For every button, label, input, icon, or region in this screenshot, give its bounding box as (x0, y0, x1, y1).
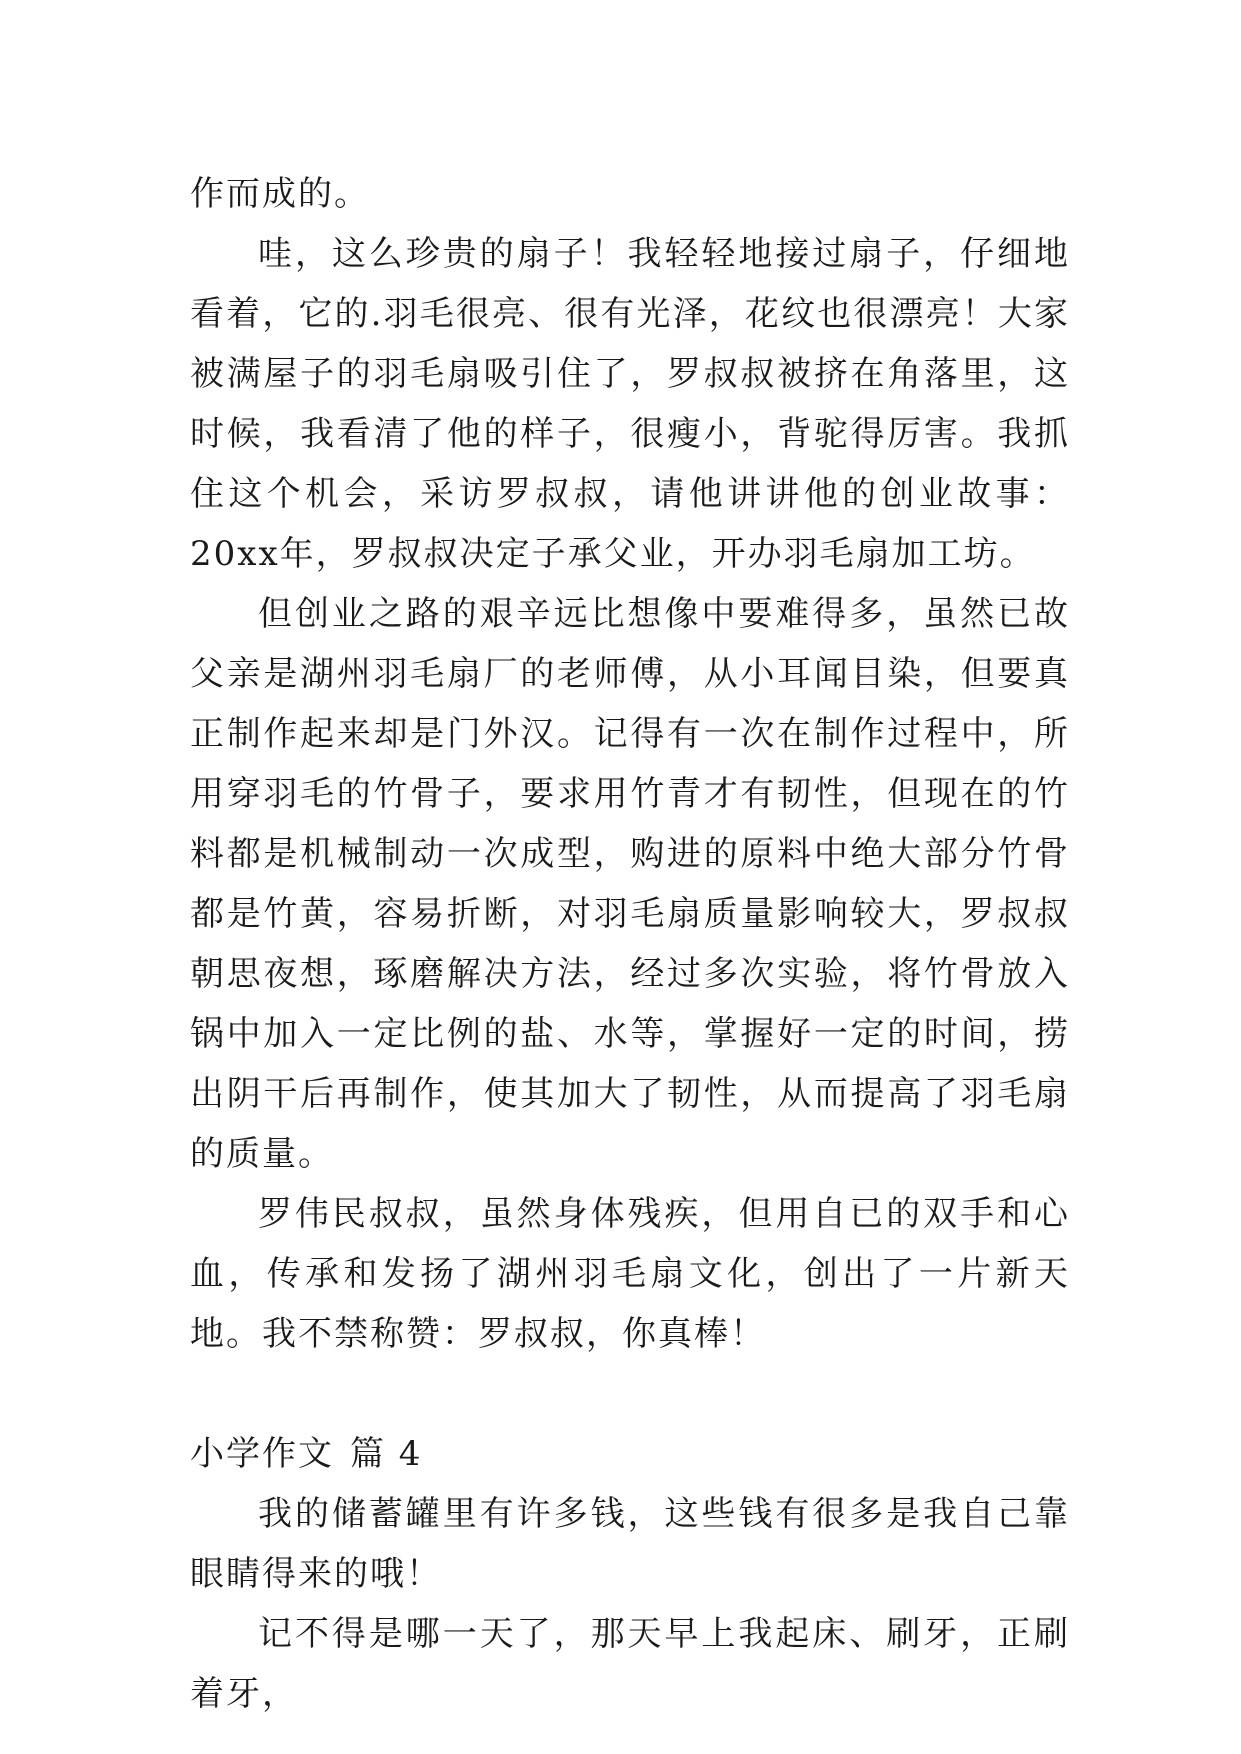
section-heading (190, 1424, 1070, 1484)
section-heading-number: 篇 4 (350, 1434, 423, 1474)
document-body (190, 164, 1070, 1724)
paragraph-business-hardship: 但创业之路的艰辛远比想像中要难得多，虽然已故父亲是湖州羽毛扇厂的老师傅，从小耳闻目染，但要真正制作起来却是门外汉。记得有一次在制作过程中，所用穿羽毛的竹骨子，要求用竹青才有韧性，但现在的竹料都是机械制动一次成型，购进的原料中绝大部分竹骨都是竹黄，容易折断，对羽毛扇质量影响较大，罗叔叔朝思夜想，琢磨解决方法，经过多次实验，将竹骨放入锅中加入一定比例的盐、水等，掌握好一定的时间，捞出阴干后再制作，使其加大了韧性，从而提高了羽毛扇的质量。 (190, 594, 1070, 1174)
paragraph-fan-description: 哇，这么珍贵的扇子！我轻轻地接过扇子，仔细地看着，它的.羽毛很亮、很有光泽，花纹也很漂亮！大家被满屋子的羽毛扇吸引住了，罗叔叔被挤在角落里，这时候，我看清了他的样子，很瘦小，背驼得厉害。我抓住这个机会，采访罗叔叔，请他讲讲他的创业故事：20xx年，罗叔叔决定子承父业，开办羽毛扇加工坊。 (190, 234, 1070, 574)
paragraph-morning: 记不得是哪一天了，那天早上我起床、刷牙，正刷着牙， (190, 1614, 1070, 1714)
paragraph-piggy-bank: 我的储蓄罐里有许多钱，这些钱有很多是我自己靠眼睛得来的哦！ (190, 1494, 1070, 1594)
paragraph-continuation: 作而成的。 (190, 174, 370, 214)
section-heading-title: 小学作文 (190, 1434, 334, 1474)
paragraph-conclusion: 罗伟民叔叔，虽然身体残疾，但用自已的双手和心血，传承和发扬了湖州羽毛扇文化，创出了一片新天地。我不禁称赞：罗叔叔，你真棒！ (190, 1194, 1070, 1354)
